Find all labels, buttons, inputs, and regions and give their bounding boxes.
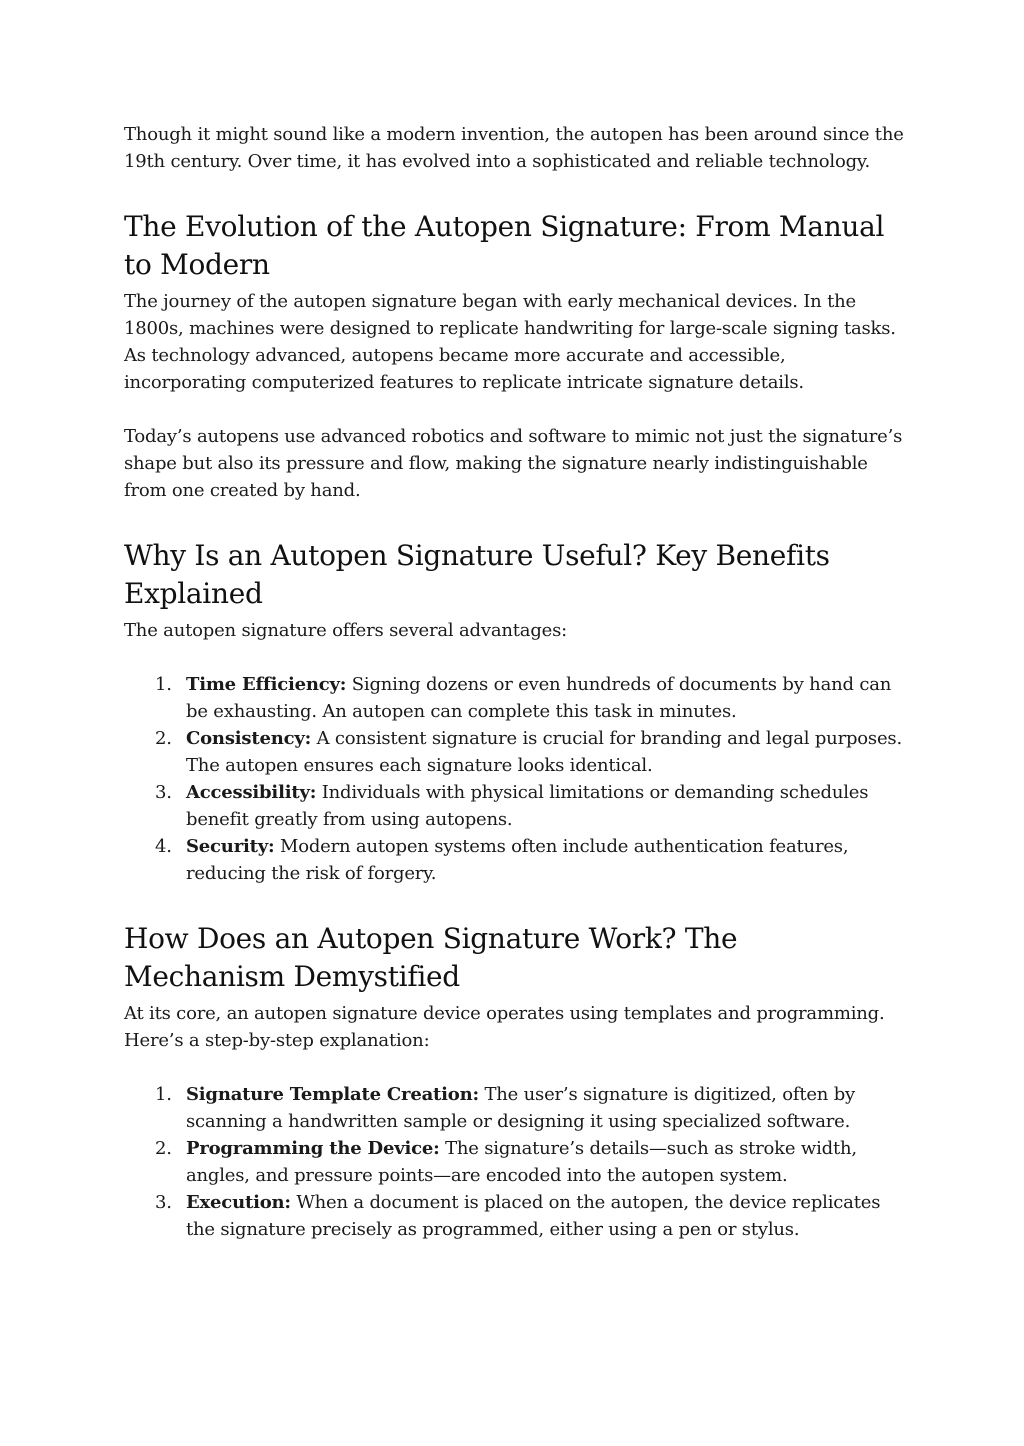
list-number: 1. xyxy=(155,1084,172,1105)
benefits-list xyxy=(124,671,904,887)
list-text: When a document is placed on the autopen, the device replicates the signature precisely as programmed, either using a pen or stylus. xyxy=(186,1192,881,1240)
list-text: The signature’s details—such as stroke width, angles, and pressure points—are encoded into the autopen system. xyxy=(186,1138,857,1186)
benefits-heading: Why Is an Autopen Signature Useful? Key Benefits Explained xyxy=(124,539,830,610)
list-text: Individuals with physical limitations or demanding schedules benefit greatly from using autopens. xyxy=(186,782,869,830)
list-term: Execution: xyxy=(186,1192,291,1213)
mechanism-list xyxy=(124,1081,904,1243)
list-text: Modern autopen systems often include authentication features, reducing the risk of forgery. xyxy=(186,836,849,884)
list-text: The user’s signature is digitized, often by scanning a handwritten sample or designing it using specialized software. xyxy=(186,1084,856,1132)
list-item xyxy=(124,1081,904,1135)
evolution-paragraph-2: Today’s autopens use advanced robotics and software to mimic not just the signature’s shape but also its pressure and flow, making the signature nearly indistinguishable from one created by hand. xyxy=(124,426,903,501)
list-number: 2. xyxy=(155,1138,172,1159)
benefits-lead: The autopen signature offers several advantages: xyxy=(124,620,567,641)
list-number: 4. xyxy=(155,836,172,857)
list-item xyxy=(124,1189,904,1243)
list-text: Signing dozens or even hundreds of documents by hand can be exhausting. An autopen can complete this task in minutes. xyxy=(186,674,892,722)
list-number: 3. xyxy=(155,782,172,803)
list-item xyxy=(124,833,904,887)
list-term: Accessibility: xyxy=(186,782,317,803)
list-term: Signature Template Creation: xyxy=(186,1084,479,1105)
evolution-paragraph-1: The journey of the autopen signature began with early mechanical devices. In the 1800s, machines were designed to replicate handwriting for large-scale signing tasks. As technology advanced, autopens became more accurate and accessible, incorporating computerized features to replicate intricate signature details. xyxy=(124,291,896,393)
mechanism-lead: At its core, an autopen signature device operates using templates and programming. Here’s a step-by-step explanation: xyxy=(124,1003,885,1051)
document-page xyxy=(124,121,904,1243)
intro-paragraph: Though it might sound like a modern invention, the autopen has been around since the 19th century. Over time, it has evolved into a sophisticated and reliable technology. xyxy=(124,124,904,172)
list-item xyxy=(124,779,904,833)
evolution-heading: The Evolution of the Autopen Signature: From Manual to Modern xyxy=(124,210,885,281)
list-term: Security: xyxy=(186,836,275,857)
list-number: 1. xyxy=(155,674,172,695)
list-item xyxy=(124,671,904,725)
list-text: A consistent signature is crucial for branding and legal purposes. The autopen ensures each signature looks identical. xyxy=(186,728,902,776)
list-term: Programming the Device: xyxy=(186,1138,440,1159)
list-number: 3. xyxy=(155,1192,172,1213)
list-item xyxy=(124,725,904,779)
list-number: 2. xyxy=(155,728,172,749)
list-item xyxy=(124,1135,904,1189)
mechanism-heading: How Does an Autopen Signature Work? The Mechanism Demystified xyxy=(124,922,738,993)
list-term: Consistency: xyxy=(186,728,312,749)
list-term: Time Efficiency: xyxy=(186,674,347,695)
